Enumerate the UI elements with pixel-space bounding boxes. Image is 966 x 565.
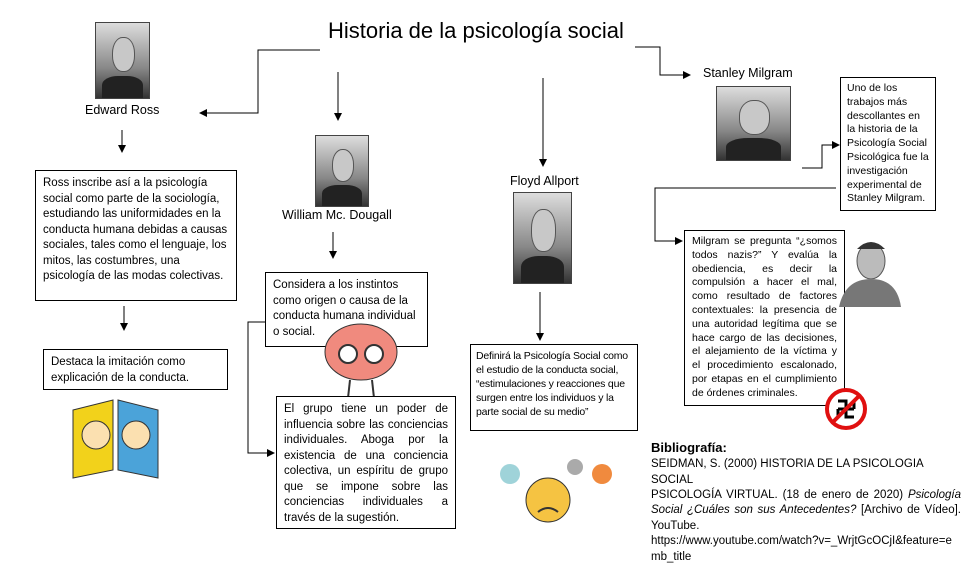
ross-description-box: Ross inscribe así a la psicología social como parte de la sociología, estudiando las uniformidades en la conducta humana debidas a causas sociales, tales como el lenguaje, los mitos, las costumbres, una psicología de las modas colectivas. xyxy=(35,170,237,301)
entry-title: Psicología Social ¿Cuáles son sus Antecedentes? xyxy=(651,488,961,516)
entry-suffix: [Archivo de Vídeo]. YouTube. xyxy=(651,504,961,532)
floyd-allport-photo xyxy=(513,192,572,284)
edward-ross-label: Edward Ross xyxy=(85,103,160,117)
imitation-clipart-icon xyxy=(68,390,163,480)
milgram-work-box: Uno de los trabajos más descollantes en la historia de la Psicología Social Psicológica fue la investigación experimental de Stanley Milgram. xyxy=(840,77,936,211)
no-swastika-icon xyxy=(824,387,868,431)
emotions-people-icon xyxy=(490,452,625,530)
imitation-box: Destaca la imitación como explicación de la conducta. xyxy=(43,349,228,390)
entry-prefix: PSICOLOGÍA VIRTUAL. (18 de enero de 2020) xyxy=(651,488,908,501)
bibliography-entry-seidman: SEIDMAN, S. (2000) HISTORIA DE LA PSICOLOGIA SOCIAL xyxy=(651,457,924,486)
edward-ross-photo xyxy=(95,22,150,99)
group-influence-box: El grupo tiene un poder de influencia sobre las conciencias individuales. Aboga por la existencia de una conciencia colectiva, un espíritu de grupo que se impone sobre las conciencias individuales a través de la sugestión. xyxy=(276,396,456,529)
bibliography-entry-youtube xyxy=(651,488,961,535)
milgram-question-box: Milgram se pregunta “¿somos todos nazis?” Y evalúa la obediencia, es decir la compulsión a hacer el mal, como resultado de factores contextuales: la presencia de una autoridad legítima que se hace cargo de las decisiones, el alejamiento de la víctima y el procedimiento escalonado, por etapas en el cumplimiento de órdenes criminales. xyxy=(684,230,845,406)
william-mc-dougall-label: William Mc. Dougall xyxy=(282,208,392,222)
page-title: Historia de la psicología social xyxy=(328,18,624,43)
hitler-photo xyxy=(835,235,901,307)
stanley-milgram-photo xyxy=(716,86,791,161)
william-mc-dougall-photo xyxy=(315,135,369,207)
bibliography xyxy=(651,440,961,565)
floyd-allport-label: Floyd Allport xyxy=(510,174,579,188)
allport-definition-box: Definirá la Psicología Social como el estudio de la conducta social, “estimulaciones y reacciones que surgen entre los individuos y la parte social de su medio” xyxy=(470,344,638,431)
instincts-box: Considera a los instintos como origen o causa de la conducta humana individual o social. xyxy=(265,272,428,347)
brain-cartoon-icon xyxy=(320,318,402,400)
bibliography-url-link[interactable]: https://www.youtube.com/watch?v=_WrjtGcOCjI&feature=emb_title xyxy=(651,535,952,563)
stanley-milgram-label: Stanley Milgram xyxy=(703,66,793,80)
bibliography-heading: Bibliografía: xyxy=(651,440,727,455)
